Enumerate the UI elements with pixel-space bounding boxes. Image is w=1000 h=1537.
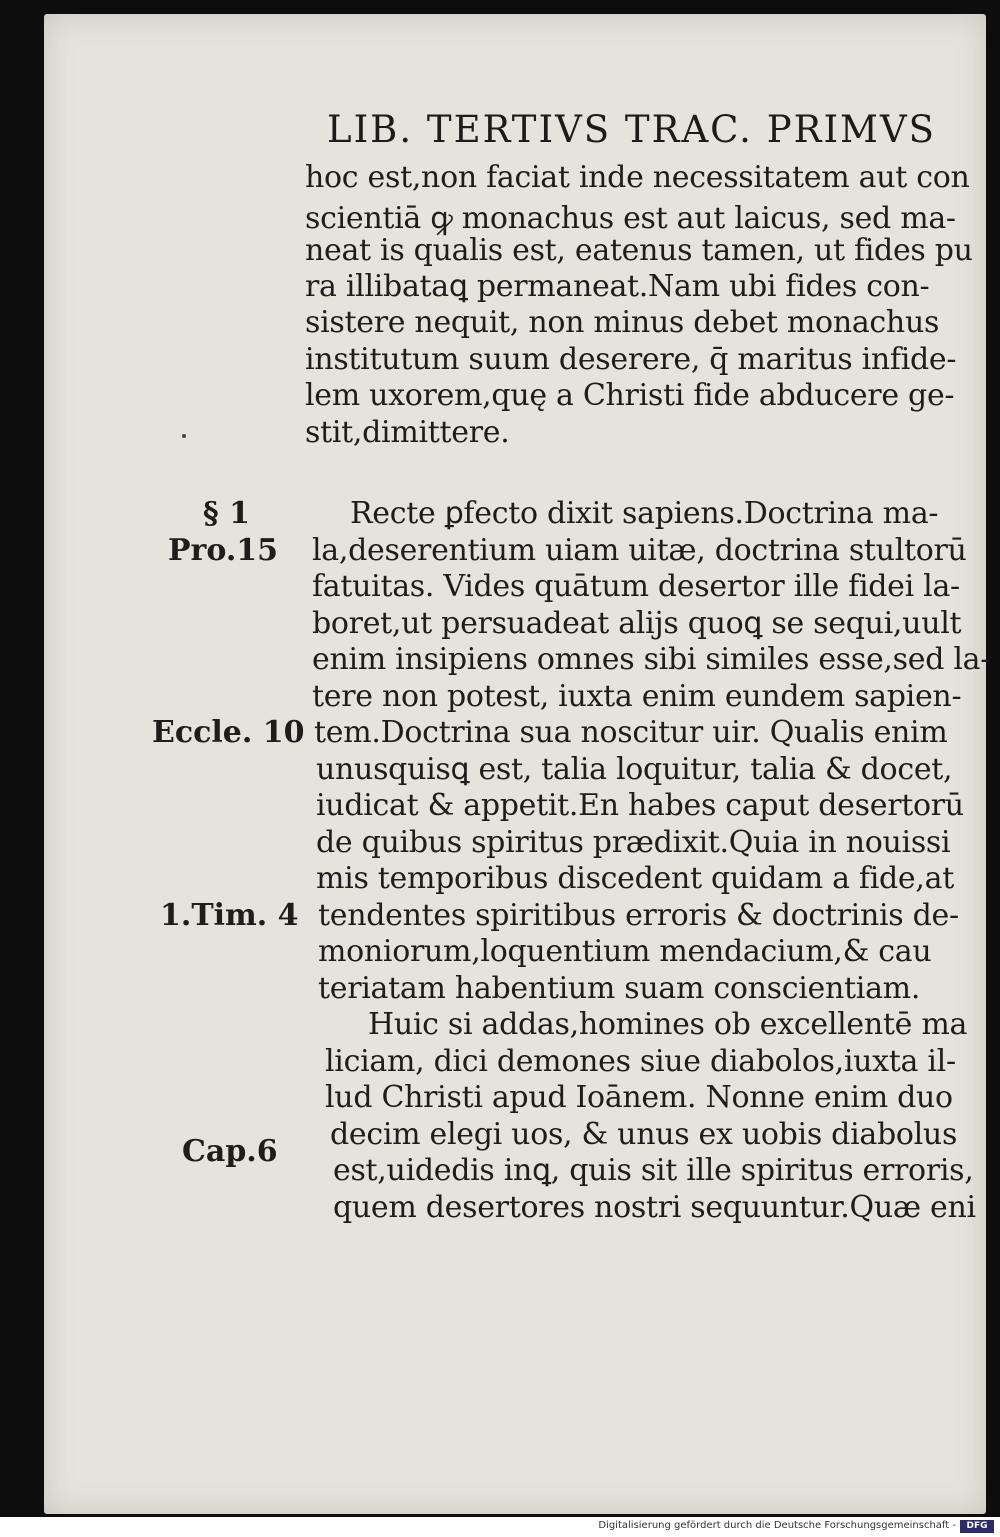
text-line: fatuitas. Vides quātum desertor ille fidei la- [312,569,960,604]
text-line: hoc est,non faciat inde necessitatem aut con [305,160,970,195]
margin-note-proverbs: Pro.15 [168,533,279,568]
running-header: LIB. TERTIVS TRAC. PRIMVS [327,108,937,151]
text-line: sistere nequit, non minus debet monachus [305,305,940,340]
text-line: teriatam habentium suam conscientiam. [318,971,921,1006]
text-line: Recte ꝑfecto dixit sapiens.Doctrina ma- [350,496,939,531]
footer-bar [0,1517,1000,1537]
margin-note-chapter: Cap.6 [182,1134,278,1169]
text-line: iudicat & appetit.En habes caput desertorū [316,788,964,823]
text-line: liciam, dici demones siue diabolos,iuxta il- [325,1044,956,1079]
text-line: decim elegi uos, & unus ex uobis diabolus [330,1117,958,1152]
text-line: unusquisꝗ est, talia loquitur, talia & docet, [316,752,953,787]
text-line: institutum suum deserere, q̄ maritus infide- [305,342,957,377]
funding-credit: Digitalisierung gefördert durch die Deutsche Forschungsgemeinschaft - [598,1520,956,1531]
margin-note-ecclesiastes: Eccle. 10 [152,715,305,750]
text-line: scientiā ꝙ monachus est aut laicus, sed ma- [305,201,956,236]
dfg-logo: DFG [960,1520,994,1533]
text-line: quem desertores nostri sequuntur.Quæ eni [333,1190,976,1225]
text-line: ra illibataꝗ permaneat.Nam ubi fides con- [305,269,930,304]
text-line: la,deserentium uiam uitæ, doctrina stultorū [312,533,967,568]
text-line: boret,ut persuadeat alijs quoꝗ se sequi,uult [312,606,962,641]
margin-note-timothy: 1.Tim. 4 [160,898,299,933]
text-line: moniorum,loquentium mendacium,& cau [318,934,932,969]
text-line: stit,dimittere. [305,415,510,450]
text-line: de quibus spiritus prædixit.Quia in nouissi [316,825,951,860]
text-line: Huic si addas,homines ob excellentē ma [368,1007,968,1042]
text-line: lem uxorem,quę a Christi fide abducere ge- [305,378,955,413]
text-line: est,uidedis inꝗ, quis sit ille spiritus erroris, [333,1153,974,1188]
text-line: mis temporibus discedent quidam a fide,at [316,861,954,896]
ink-spot [182,434,186,438]
text-line: lud Christi apud Ioānem. Nonne enim duo [325,1080,953,1115]
text-line: tere non potest, iuxta enim eundem sapien- [312,679,962,714]
text-line: enim insipiens omnes sibi similes esse,sed la- [312,642,991,677]
text-line: tendentes spiritibus erroris & doctrinis de- [318,898,959,933]
text-line: neat is qualis est, eatenus tamen, ut fides pu [305,233,973,268]
margin-note-section: § 1 [203,496,251,531]
text-line: tem.Doctrina sua noscitur uir. Qualis enim [314,715,948,750]
